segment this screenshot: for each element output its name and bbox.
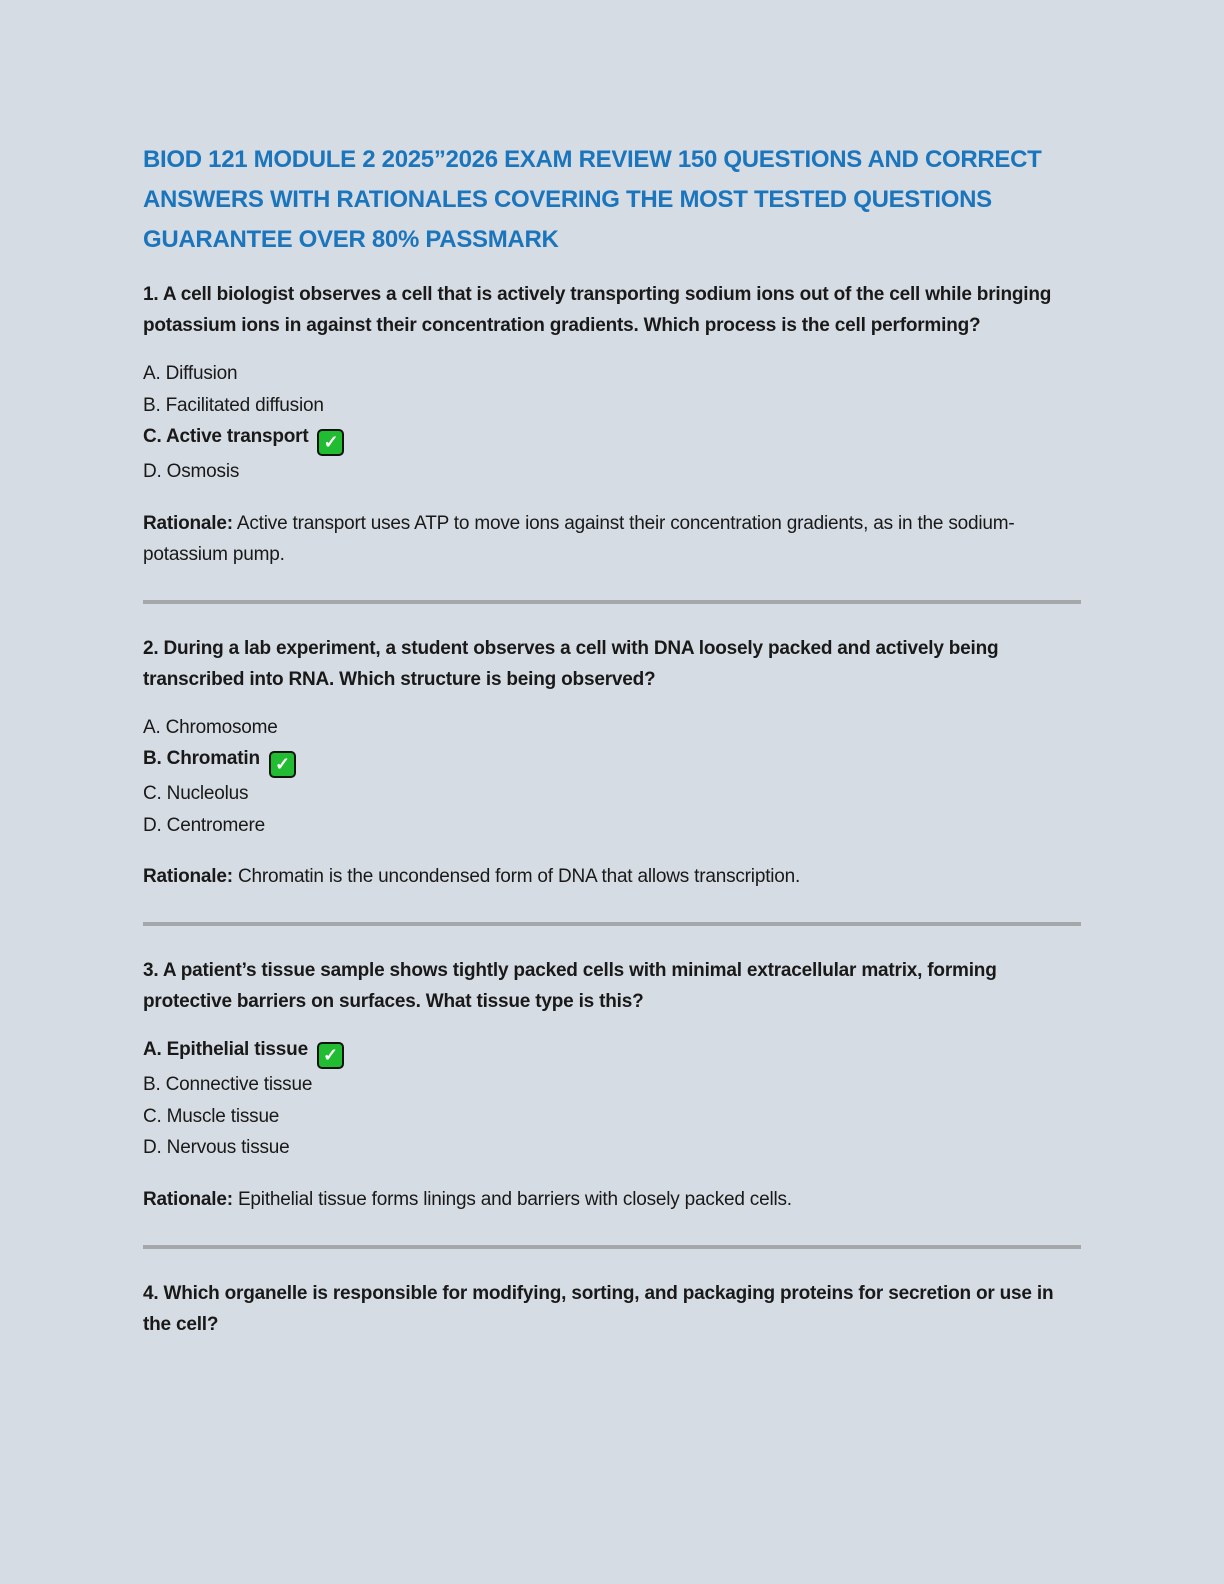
option-row (143, 1069, 1081, 1101)
rationale (143, 508, 1081, 570)
option-text: D. Osmosis (143, 461, 240, 482)
rationale-label: Rationale: (143, 512, 233, 534)
option-text: C. Active transport (143, 426, 309, 447)
question-text: 3. A patient’s tissue sample shows tightly packed cells with minimal extracellular matrix, forming protective barriers on surfaces. What tissue type is this? (143, 960, 997, 1012)
rationale-text: Epithelial tissue forms linings and barriers with closely packed cells. (237, 1188, 792, 1210)
question-1 (143, 279, 1081, 570)
rationale-text: Chromatin is the uncondensed form of DNA that allows transcription. (237, 866, 801, 887)
question-text: 4. Which organelle is responsible for modifying, sorting, and packaging proteins for secretion or use in the cell? (143, 1282, 1054, 1335)
option-text: A. Chromosome (143, 716, 278, 738)
rationale (143, 861, 1081, 892)
question-4 (143, 1278, 1081, 1340)
section-divider (143, 600, 1081, 604)
option-text: B. Chromatin (143, 748, 260, 769)
option-text: D. Nervous tissue (143, 1137, 290, 1158)
section-divider (143, 922, 1081, 926)
question-3 (143, 955, 1081, 1215)
question-text: 1. A cell biologist observes a cell that is actively transporting sodium ions out of the cell while bringing potassium ions in against their concentration gradients. Which process is the cell performing? (143, 284, 1052, 336)
rationale-label: Rationale: (143, 866, 233, 887)
checkmark-icon: ✓ (317, 1042, 344, 1069)
option-text: B. Connective tissue (143, 1074, 313, 1095)
option-row (143, 1101, 1081, 1133)
checkmark-icon: ✓ (269, 751, 296, 778)
question-text: 2. During a lab experiment, a student observes a cell with DNA loosely packed and actively being transcribed into RNA. Which structure is being observed? (143, 637, 999, 690)
rationale-text: Active transport uses ATP to move ions against their concentration gradients, as in the sodium-potassium pump. (143, 512, 1015, 565)
option-text: C. Muscle tissue (143, 1105, 280, 1127)
option-text: A. Diffusion (143, 363, 238, 384)
options-list (143, 712, 1081, 842)
option-text: C. Nucleolus (143, 783, 249, 804)
option-row (143, 1132, 1081, 1164)
option-row (143, 1034, 1081, 1069)
option-text: B. Facilitated diffusion (143, 394, 324, 416)
checkmark-icon: ✓ (317, 429, 344, 456)
option-row (143, 778, 1081, 810)
section-divider (143, 1245, 1081, 1249)
option-row (143, 390, 1081, 422)
question-2 (143, 633, 1081, 893)
options-list (143, 358, 1081, 488)
option-text: D. Centromere (143, 814, 265, 836)
rationale-label: Rationale: (143, 1188, 233, 1210)
document-title: BIOD 121 MODULE 2 2025”2026 EXAM REVIEW 150 QUESTIONS AND CORRECT ANSWERS WITH RATIONALES COVERING THE MOST TESTED QUESTIONS GUARANTEE OVER 80% PASSMARK (143, 146, 1042, 253)
option-row (143, 712, 1081, 744)
option-row (143, 358, 1081, 390)
rationale (143, 1184, 1081, 1215)
options-list (143, 1034, 1081, 1164)
option-row (143, 810, 1081, 842)
option-text: A. Epithelial tissue (143, 1039, 308, 1060)
option-row (143, 743, 1081, 778)
option-row (143, 456, 1081, 488)
option-row (143, 421, 1081, 456)
